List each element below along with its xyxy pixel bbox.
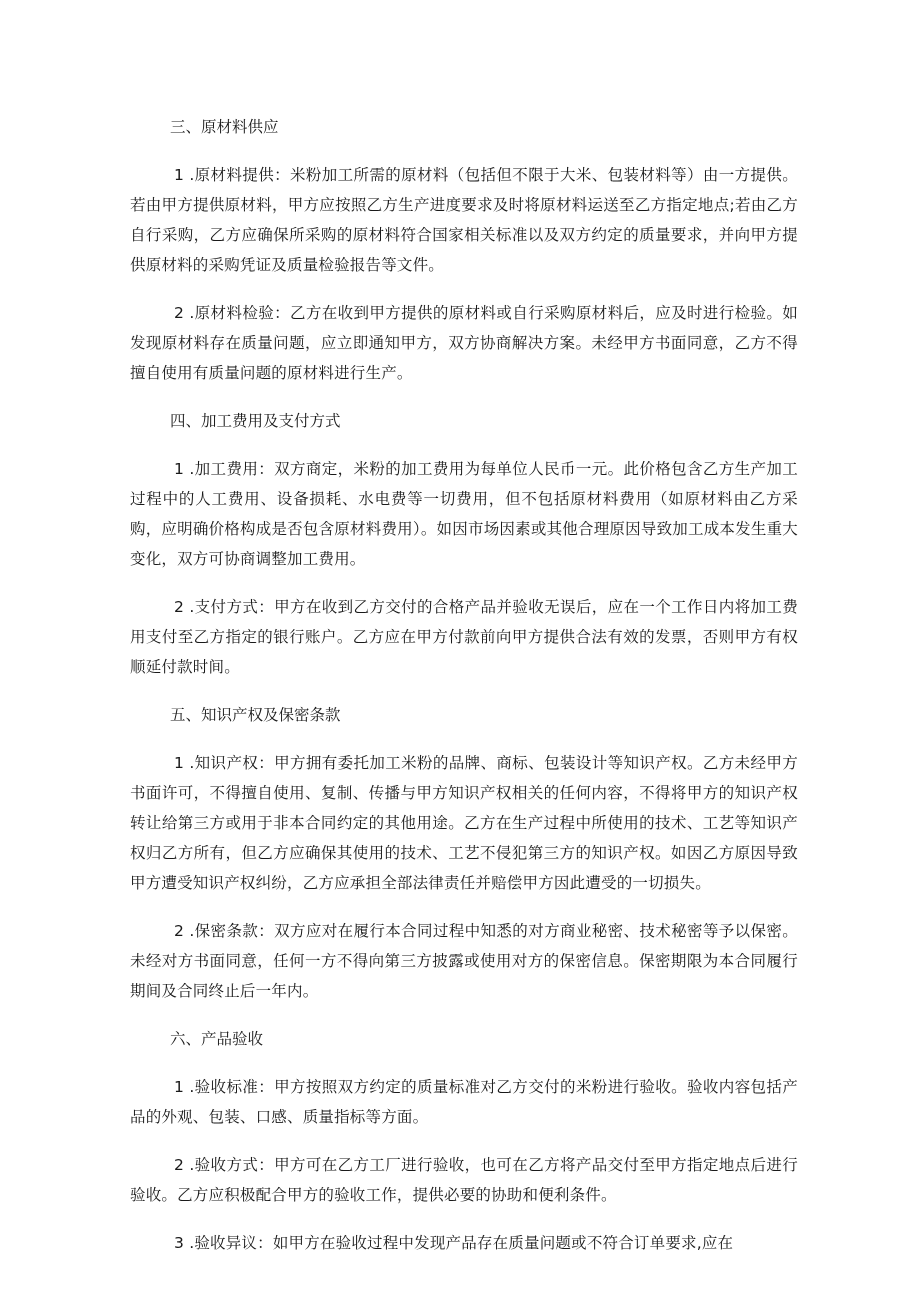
paragraph-acceptance-method: 2 .验收方式：甲方可在乙方工厂进行验收，也可在乙方将产品交付至甲方指定地点后进行验收。乙方应积极配合甲方的验收工作，提供必要的协助和便利条件。 bbox=[130, 1156, 798, 1204]
paragraph-raw-material-inspection: 2 .原材料检验：乙方在收到甲方提供的原材料或自行采购原材料后，应及时进行检验。如发现原材料存在质量问题，应立即通知甲方，双方协商解决方案。未经甲方书面同意，乙方不得擅自使用有质量问题的原材料进行生产。 bbox=[130, 304, 798, 382]
paragraph-acceptance-objection: 3 .验收异议：如甲方在验收过程中发现产品存在质量问题或不符合订单要求,应在 bbox=[174, 1234, 734, 1252]
paragraph-payment-method: 2 .支付方式：甲方在收到乙方交付的合格产品并验收无误后，应在一个工作日内将加工费用支付至乙方指定的银行账户。乙方应在甲方付款前向甲方提供合法有效的发票，否则甲方有权顺延付款时间。 bbox=[130, 598, 798, 676]
paragraph-raw-material-supply: 1 .原材料提供：米粉加工所需的原材料（包括但不限于大米、包装材料等）由一方提供。若由甲方提供原材料，甲方应按照乙方生产进度要求及时将原材料运送至乙方指定地点;若由乙方自行采购，乙方应确保所采购的原材料符合国家相关标准以及双方约定的质量要求，并向甲方提供原材料的采购凭证及质量检验报告等文件。 bbox=[130, 166, 798, 274]
document-body bbox=[130, 112, 798, 1276]
section-heading-fees-payment: 四、加工费用及支付方式 bbox=[170, 412, 341, 430]
section-heading-raw-materials: 三、原材料供应 bbox=[170, 118, 279, 136]
paragraph-acceptance-standard: 1 .验收标准：甲方按照双方约定的质量标准对乙方交付的米粉进行验收。验收内容包括产品的外观、包装、口感、质量指标等方面。 bbox=[130, 1078, 798, 1126]
section-heading-acceptance: 六、产品验收 bbox=[170, 1030, 264, 1048]
paragraph-intellectual-property: 1 .知识产权：甲方拥有委托加工米粉的品牌、商标、包装设计等知识产权。乙方未经甲方书面许可，不得擅自使用、复制、传播与甲方知识产权相关的任何内容，不得将甲方的知识产权转让给第三方或用于非本合同约定的其他用途。乙方在生产过程中所使用的技术、工艺等知识产权归乙方所有，但乙方应确保其使用的技术、工艺不侵犯第三方的知识产权。如因乙方原因导致甲方遭受知识产权纠纷，乙方应承担全部法律责任并赔偿甲方因此遭受的一切损失。 bbox=[130, 754, 798, 892]
paragraph-confidentiality: 2 .保密条款：双方应对在履行本合同过程中知悉的对方商业秘密、技术秘密等予以保密。未经对方书面同意，任何一方不得向第三方披露或使用对方的保密信息。保密期限为本合同履行期间及合同终止后一年内。 bbox=[130, 922, 798, 1000]
paragraph-processing-fee: 1 .加工费用：双方商定，米粉的加工费用为每单位人民币一元。此价格包含乙方生产加工过程中的人工费用、设备损耗、水电费等一切费用，但不包括原材料费用（如原材料由乙方采购，应明确价格构成是否包含原材料费用）。如因市场因素或其他合理原因导致加工成本发生重大变化，双方可协商调整加工费用。 bbox=[130, 460, 798, 568]
section-heading-ip-confidentiality: 五、知识产权及保密条款 bbox=[170, 706, 341, 724]
